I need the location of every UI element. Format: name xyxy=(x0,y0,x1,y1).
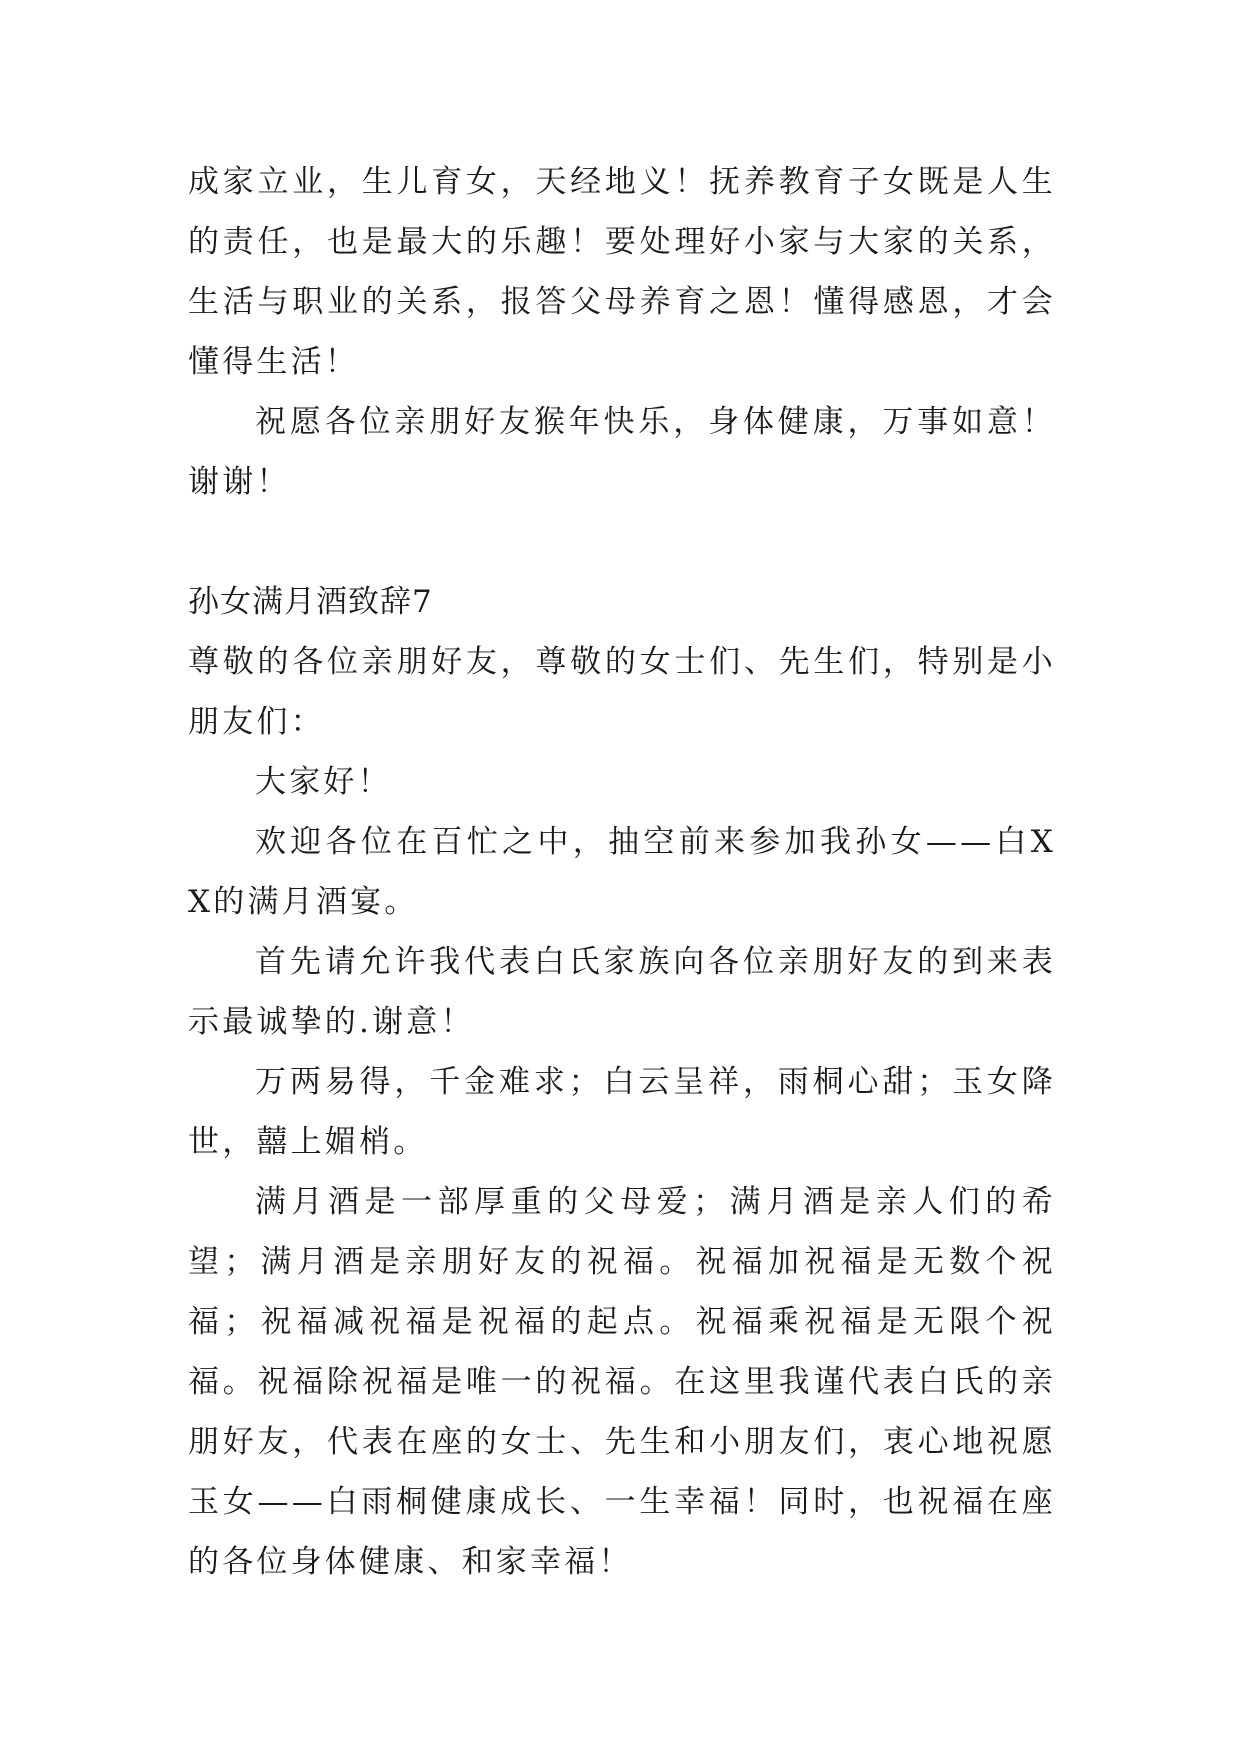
paragraph-thanks: 首先请允许我代表白氏家族向各位亲朋好友的到来表示最诚挚的.谢意！ xyxy=(188,944,1056,1040)
paragraph-new-year-wishes: 祝愿各位亲朋好友猴年快乐，身体健康，万事如意！谢谢！ xyxy=(188,404,1056,500)
paragraph-blessings: 满月酒是一部厚重的父母爱；满月酒是亲人们的希望；满月酒是亲朋好友的祝福。祝福加祝福是无数个祝福；祝福减祝福是祝福的起点。祝福乘祝福是无限个祝福。祝福除祝福是唯一的祝福。在这里我谨代表白氏的亲朋好友，代表在座的女士、先生和小朋友们，衷心地祝愿玉女——白雨桐健康成长、一生幸福！同时，也祝福在座的各位身体健康、和家幸福！ xyxy=(188,1184,1056,1580)
paragraph-greeting: 大家好！ xyxy=(255,764,392,800)
paragraph-salutation: 尊敬的各位亲朋好友，尊敬的女士们、先生们，特别是小朋友们： xyxy=(188,644,1056,740)
paragraph-child-rearing: 成家立业，生儿育女，天经地义！抚养教育子女既是人生的责任，也是最大的乐趣！要处理好小家与大家的关系，生活与职业的关系，报答父母养育之恩！懂得感恩，才会懂得生活！ xyxy=(188,164,1056,380)
document-page xyxy=(188,152,1056,1592)
section-title: 孙女满月酒致辞7 xyxy=(188,584,433,620)
paragraph-welcome: 欢迎各位在百忙之中，抽空前来参加我孙女——白XX的满月酒宴。 xyxy=(188,824,1056,920)
paragraph-couplet: 万两易得，千金难求；白云呈祥，雨桐心甜；玉女降世，囍上媚梢。 xyxy=(188,1064,1056,1160)
